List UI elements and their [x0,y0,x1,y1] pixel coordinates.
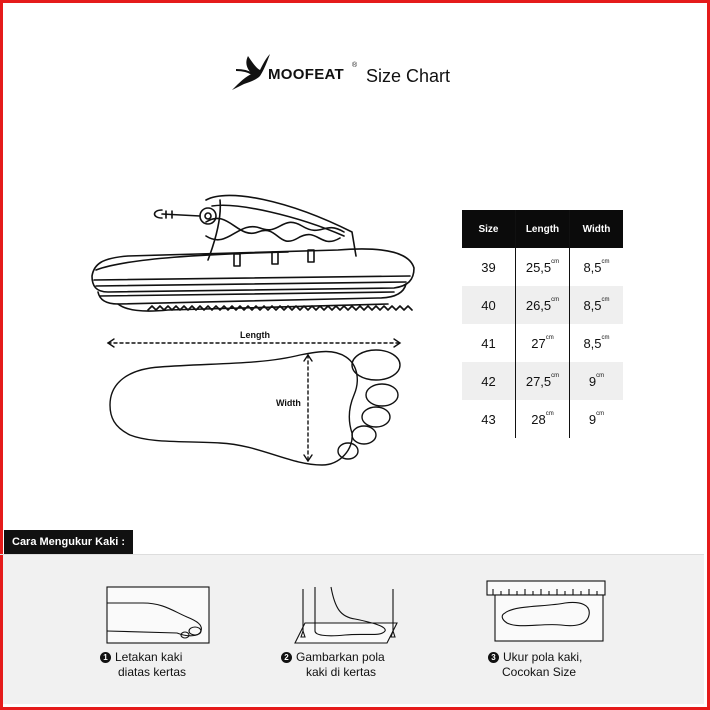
swallow-bird-icon [230,46,270,94]
width-cell: $8,5^{cm}$ [570,248,624,286]
length-header: Length [516,210,570,248]
header [230,46,490,96]
step-text-line2: kaki di kertas [306,665,377,679]
length-cell: $25,5^{cm}$ [516,248,570,286]
table-row [462,324,623,362]
table-row [462,362,623,400]
size-table-header [462,210,623,248]
step-number: 2 [281,652,292,663]
size-cell: 41 [481,335,496,351]
size-cell: 39 [481,259,496,275]
step-text-line2: diatas kertas [118,665,187,679]
size-table [462,210,623,438]
draw-foot-pattern-illustration [285,583,405,647]
how-to-heading: Cara Mengukur Kaki : [4,530,133,554]
table-row [462,400,623,438]
foot-measurement-diagram [100,325,410,475]
sandal-illustration [88,180,418,320]
brand-name: MOOFEAT [268,66,344,83]
width-cell: $8,5^{cm}$ [570,286,624,324]
width-cell: $9^{cm}$ [570,362,624,400]
step-text-line1: Letakan kaki [115,650,183,664]
length-cell: $27,5^{cm}$ [516,362,570,400]
size-cell: 43 [481,411,496,427]
length-cell: $26,5^{cm}$ [516,286,570,324]
step-1 [100,650,186,680]
measure-pattern-ruler-illustration [485,579,609,643]
registered-mark: ® [352,62,358,69]
table-row [462,286,623,324]
length-cell: $28^{cm}$ [516,400,570,438]
step-text-line1: Gambarkan pola [296,650,385,664]
step-2 [281,650,385,680]
length-label: Length [240,330,270,340]
step-number: 3 [488,652,499,663]
step-3 [488,650,582,680]
step-number: 1 [100,652,111,663]
length-cell: $27^{cm}$ [516,324,570,362]
width-header: Width [570,210,624,248]
size-cell: 40 [462,286,516,324]
size-cell: 42 [462,362,516,400]
page-title: Size Chart [366,66,451,86]
foot-on-paper-illustration [103,583,213,647]
steps-panel [3,555,704,704]
width-label: Width [276,398,301,408]
step-text-line2: Cocokan Size [502,665,577,679]
width-cell: $9^{cm}$ [570,400,624,438]
width-cell: $8,5^{cm}$ [570,324,624,362]
step-text-line1: Ukur pola kaki, [503,650,583,664]
size-header: Size [462,210,516,248]
table-row [462,248,623,286]
